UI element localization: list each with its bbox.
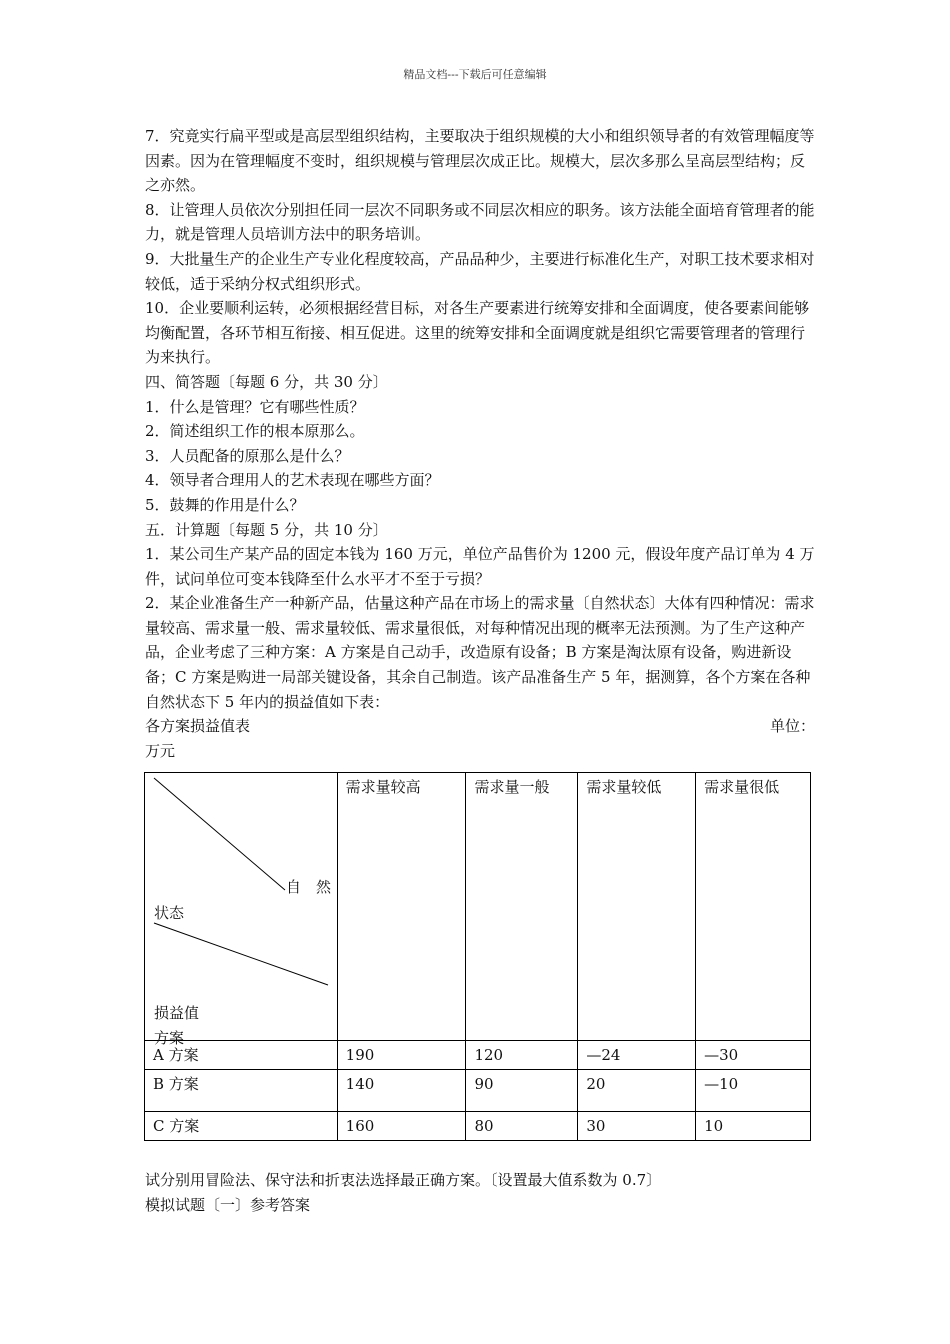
table-cell: 140 <box>337 1070 466 1112</box>
table-row <box>145 1041 811 1070</box>
table-cell: 160 <box>337 1112 466 1141</box>
table-cell: —24 <box>578 1041 696 1070</box>
answer-7: 7．究竟实行扁平型或是高层型组织结构，主要取决于组织规模的大小和组织领导者的有效管理幅度等因素。因为在管理幅度不变时，组织规模与管理层次成正比。规模大，层次多那么呈高层型结构；反之亦然。 <box>145 127 815 195</box>
diagonal-header-cell <box>145 773 338 1047</box>
table-cell: 10 <box>696 1112 811 1141</box>
answer-key-heading: 模拟试题〔一〕参考答案 <box>145 1195 311 1214</box>
table-cell: 80 <box>466 1112 578 1141</box>
column-header: 需求量较高 <box>337 773 466 1041</box>
table-cell: 190 <box>337 1041 466 1070</box>
document-body <box>145 124 815 763</box>
answer-10: 10．企业要顺利运转，必须根据经营目标，对各生产要素进行统筹安排和全面调度，使各要素间能够均衡配置，各环节相互衔接、相互促进。这里的统筹安排和全面调度就是组织它需要管理者的管理行为来执行。 <box>145 299 810 367</box>
column-header: 需求量较低 <box>578 773 696 1041</box>
question-4-3: 3．人员配备的原那么是什么？ <box>145 446 350 465</box>
column-header: 需求量一般 <box>466 773 578 1041</box>
row-header: A 方案 <box>145 1041 338 1070</box>
row-header: B 方案 <box>145 1070 338 1112</box>
diag-label-plan: 方案 <box>154 1029 185 1047</box>
question-5-2-instruction: 试分别用冒险法、保守法和折衷法选择最正确方案。〔设置最大值系数为 0.7〕 <box>145 1171 662 1189</box>
answer-8: 8．让管理人员依次分别担任同一层次不同职务或不同层次相应的职务。该方法能全面培育管理者的能力，就是管理人员培训方法中的职务培训。 <box>145 200 815 244</box>
table-cell: 120 <box>466 1041 578 1070</box>
column-header: 需求量很低 <box>696 773 811 1041</box>
payoff-table <box>144 772 811 1141</box>
question-4-2: 2．简述组织工作的根本原那么。 <box>145 422 365 441</box>
table-row <box>145 1112 811 1141</box>
table-cell: 30 <box>578 1112 696 1141</box>
after-table-text <box>145 1168 815 1217</box>
table-cell: —10 <box>696 1070 811 1112</box>
table-unit-value: 万元 <box>145 741 176 760</box>
table-row <box>145 1070 811 1112</box>
section-5-heading: 五．计算题〔每题 5 分，共 10 分〕 <box>145 520 388 539</box>
question-4-1: 1．什么是管理？它有哪些性质？ <box>145 397 365 416</box>
table-title: 各方案损益值表 <box>145 717 251 736</box>
question-5-2: 2．某企业准备生产一种新产品，估量这种产品在市场上的需求量〔自然状态〕大体有四种情况：需求量较高、需求量一般、需求量较低、需求量很低，对每种情况出现的概率无法预测。为了生产这种产品，企业考虑了三种方案：A 方案是自己动手，改造原有设备；B 方案是淘汰原有设备，购进新设备；C 方案是购进一局部关键设备，其余自己制造。该产品准备生产 5 年，据测算，各个方案在各种自然状态下 5 年内的损益值如下表： <box>145 594 815 711</box>
table-header-row <box>145 773 811 1041</box>
question-5-1: 1．某公司生产某产品的固定本钱为 160 万元，单位产品售价为 1200 元，假设年度产品订单为 4 万件，试问单位可变本钱降至什么水平才不至于亏损？ <box>145 545 815 588</box>
table-cell: 90 <box>466 1070 578 1112</box>
table-cell: 20 <box>578 1070 696 1112</box>
question-4-5: 5．鼓舞的作用是什么？ <box>145 495 305 514</box>
diag-label-payoff: 损益值 <box>154 1004 200 1022</box>
answer-9: 9．大批量生产的企业生产专业化程度较高，产品品种少，主要进行标准化生产，对职工技术要求相对较低，适于采纳分权式组织形式。 <box>145 249 815 293</box>
section-4-heading: 四、简答题〔每题 6 分，共 30 分〕 <box>145 372 388 391</box>
row-header: C 方案 <box>145 1112 338 1141</box>
table-title-row <box>145 714 815 739</box>
table-unit-label: 单位： <box>769 717 815 736</box>
table-cell: —30 <box>696 1041 811 1070</box>
page-header: 精品文档---下载后可任意编辑 <box>403 68 547 81</box>
question-4-4: 4．领导者合理用人的艺术表现在哪些方面？ <box>145 471 440 490</box>
diag-label-state: 状态 <box>154 904 185 922</box>
diag-label-natural: 自 然 <box>286 878 332 896</box>
